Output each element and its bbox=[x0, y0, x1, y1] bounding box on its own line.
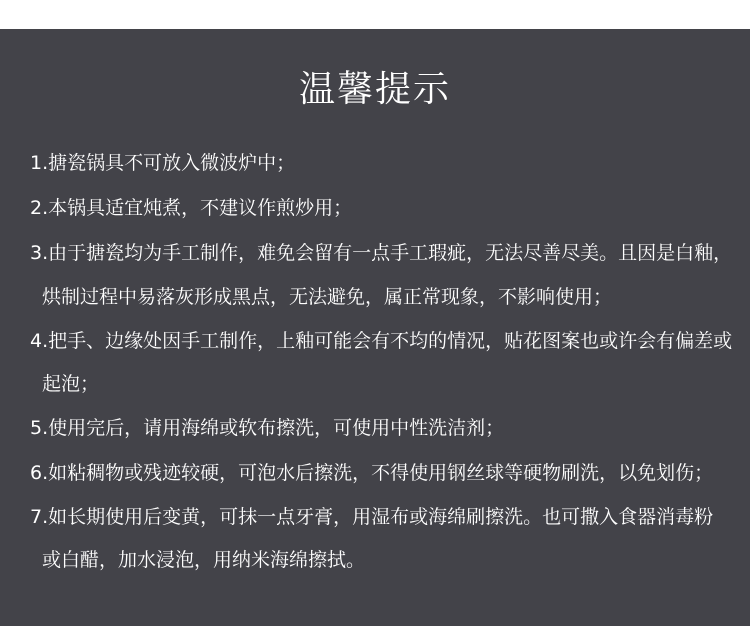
notice-line-1: 1.搪瓷锅具不可放入微波炉中； bbox=[30, 152, 296, 174]
notice-line-5: 5.使用完后，请用海绵或软布擦洗，可使用中性洗洁剂； bbox=[30, 417, 505, 439]
notice-line-3-cont: 烘制过程中易落灰形成黑点，无法避免，属正常现象，不影响使用； bbox=[42, 286, 613, 308]
notice-line-2: 2.本锅具适宜炖煮，不建议作煎炒用； bbox=[30, 197, 353, 219]
notice-panel bbox=[0, 29, 750, 626]
notice-line-7: 7.如长期使用后变黄，可抹一点牙膏，用湿布或海绵刷擦洗。也可撒入食器消毒粉 bbox=[30, 506, 714, 528]
notice-title: 温馨提示 bbox=[298, 69, 451, 110]
notice-line-7-cont: 或白醋，加水浸泡，用纳米海绵擦拭。 bbox=[42, 549, 366, 571]
notice-line-4-cont: 起泡； bbox=[42, 373, 100, 395]
notice-line-6: 6.如粘稠物或残迹较硬，可泡水后擦洗，不得使用钢丝球等硬物刷洗，以免划伤； bbox=[30, 462, 714, 484]
notice-line-3: 3.由于搪瓷均为手工制作，难免会留有一点手工瑕疵，无法尽善尽美。且因是白釉， bbox=[30, 242, 733, 264]
notice-line-4: 4.把手、边缘处因手工制作，上釉可能会有不均的情况，贴花图案也或许会有偏差或 bbox=[30, 330, 733, 352]
